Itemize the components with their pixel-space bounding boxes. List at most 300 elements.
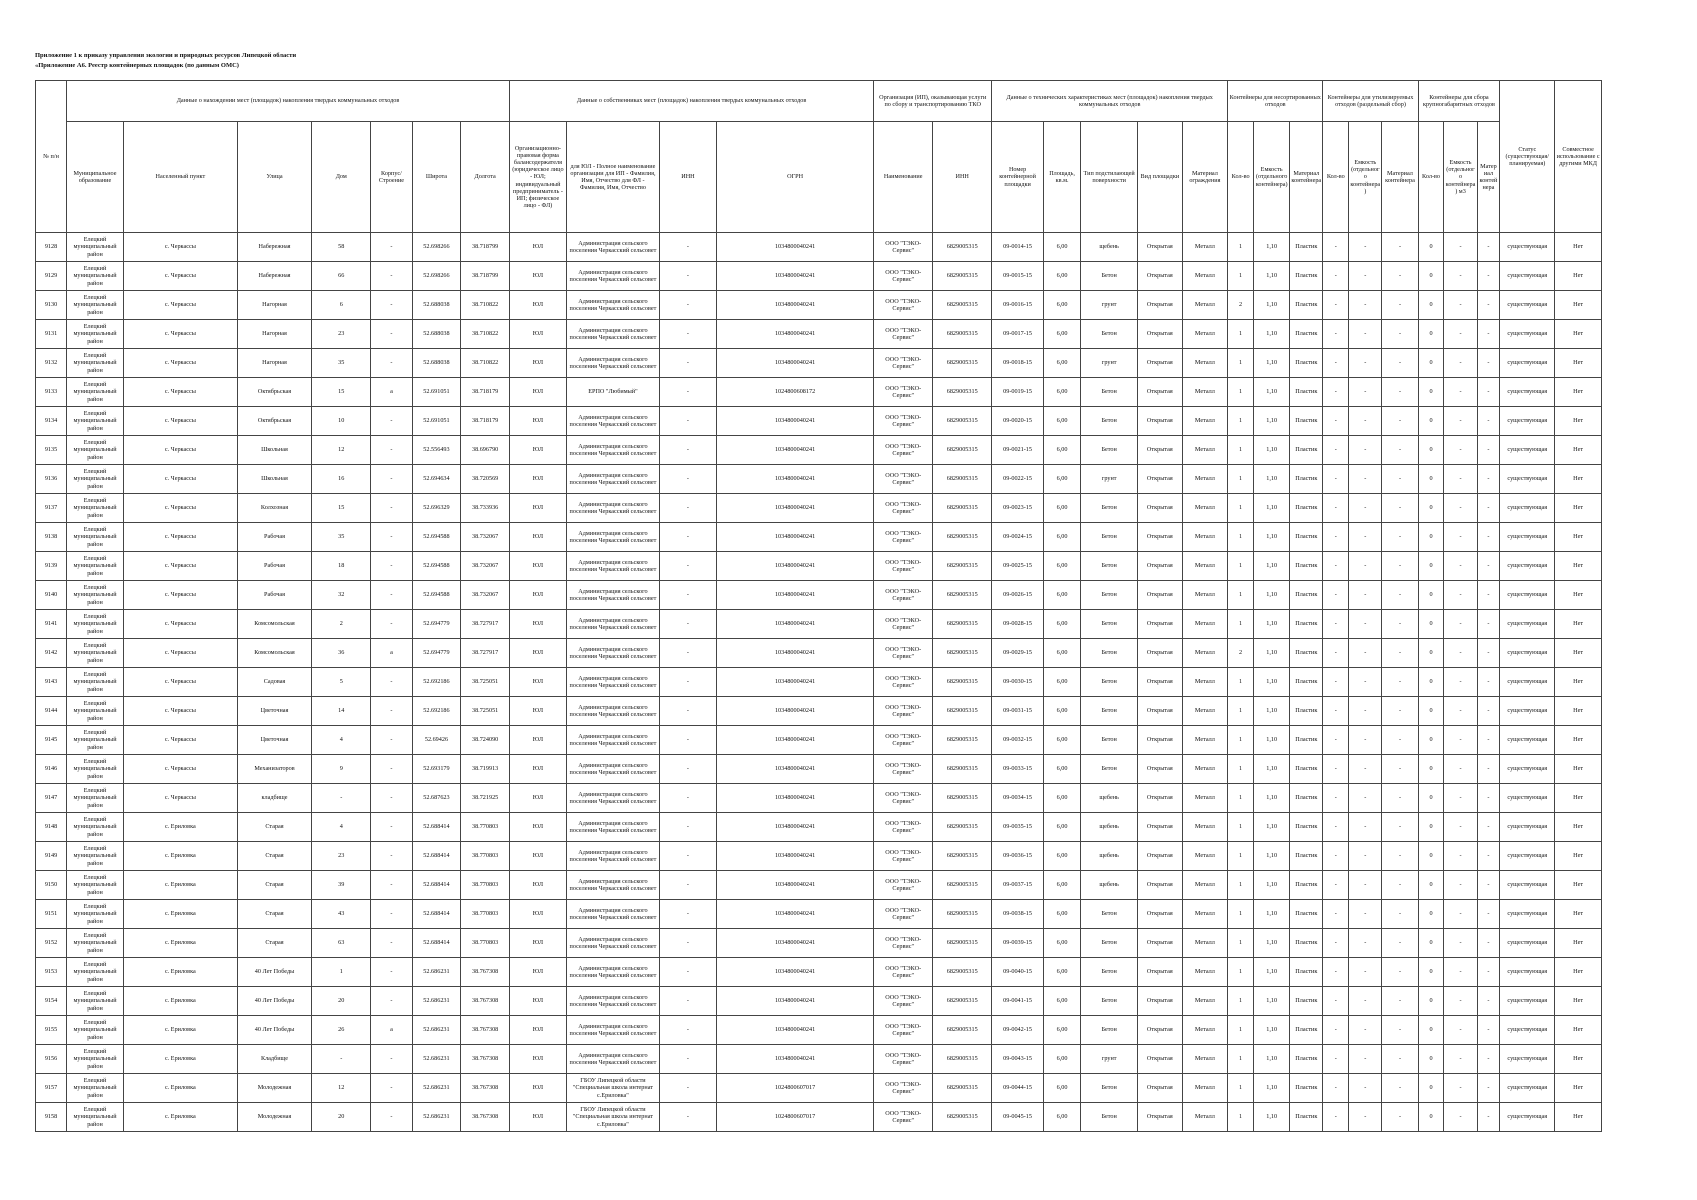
table-cell: Металл (1182, 233, 1228, 262)
table-cell: - (1444, 900, 1477, 929)
table-cell: 1,10 (1254, 378, 1290, 407)
table-cell: - (1444, 610, 1477, 639)
table-cell: 0 (1418, 523, 1444, 552)
table-cell: Администрация сельского поселения Черкасский сельсовет (566, 465, 659, 494)
column-header: Улица (237, 122, 312, 233)
table-cell: Старая (237, 900, 312, 929)
table-cell: - (1349, 349, 1382, 378)
table-cell: Нет (1555, 755, 1602, 784)
table-cell: - (371, 494, 412, 523)
table-cell: ЮЛ (509, 436, 566, 465)
table-cell: существующая (1500, 436, 1555, 465)
column-header: Номер контейнерной площадки (992, 122, 1044, 233)
table-cell: Елецкий муниципальный район (67, 523, 124, 552)
table-cell: - (1349, 1074, 1382, 1103)
table-cell: с. Черкассы (123, 291, 237, 320)
table-cell: Елецкий муниципальный район (67, 465, 124, 494)
table-cell: Открытая (1138, 900, 1182, 929)
table-cell: Металл (1182, 465, 1228, 494)
table-cell: Нет (1555, 871, 1602, 900)
table-cell: - (1444, 1074, 1477, 1103)
table-cell: - (312, 1045, 371, 1074)
table-cell: Бетон (1081, 1074, 1138, 1103)
table-cell: 38.710822 (461, 349, 510, 378)
table-cell: Металл (1182, 842, 1228, 871)
table-cell: Бетон (1081, 958, 1138, 987)
table-cell: Открытая (1138, 697, 1182, 726)
table-cell: Администрация сельского поселения Черкасский сельсовет (566, 349, 659, 378)
table-cell: существующая (1500, 320, 1555, 349)
table-cell: - (1477, 610, 1500, 639)
table-cell: существующая (1500, 291, 1555, 320)
table-cell: - (1444, 523, 1477, 552)
table-cell: 1 (1228, 436, 1254, 465)
table-cell: 32 (312, 581, 371, 610)
table-cell: - (371, 349, 412, 378)
table-cell: существующая (1500, 465, 1555, 494)
table-cell: - (1349, 842, 1382, 871)
table-cell: с. Ериловка (123, 929, 237, 958)
table-cell: - (1323, 1103, 1349, 1132)
table-cell: 1,10 (1254, 262, 1290, 291)
table-cell: 6,00 (1043, 639, 1080, 668)
table-cell: - (371, 233, 412, 262)
table-cell: Пластик (1290, 552, 1323, 581)
table-cell: Нет (1555, 1016, 1602, 1045)
table-cell: Нагорная (237, 349, 312, 378)
table-cell: - (1444, 1103, 1477, 1132)
table-cell: Металл (1182, 784, 1228, 813)
table-cell: 6,00 (1043, 465, 1080, 494)
table-cell: 1 (1228, 958, 1254, 987)
table-cell: 14 (312, 697, 371, 726)
table-cell: 1034800040241 (716, 320, 873, 349)
column-header: Дом (312, 122, 371, 233)
table-cell: Нет (1555, 842, 1602, 871)
table-cell: Открытая (1138, 958, 1182, 987)
table-cell: 6829005315 (933, 349, 992, 378)
table-cell: с. Ериловка (123, 1045, 237, 1074)
table-cell: ООО "ТЭКО-Сервис" (874, 291, 933, 320)
table-cell: Нет (1555, 639, 1602, 668)
table-body (36, 233, 1602, 1132)
table-cell: 9128 (36, 233, 67, 262)
table-cell: 1 (1228, 842, 1254, 871)
table-cell: 6829005315 (933, 378, 992, 407)
table-cell: 6,00 (1043, 552, 1080, 581)
table-cell: - (1477, 320, 1500, 349)
table-cell: Металл (1182, 987, 1228, 1016)
table-cell: 1034800040241 (716, 813, 873, 842)
table-cell: Пластик (1290, 813, 1323, 842)
table-cell: 2 (1228, 291, 1254, 320)
table-cell: 6,00 (1043, 1045, 1080, 1074)
table-cell: 1,10 (1254, 784, 1290, 813)
table-cell: Бетон (1081, 929, 1138, 958)
table-cell: ЮЛ (509, 755, 566, 784)
table-cell: 9143 (36, 668, 67, 697)
table-cell: 1,10 (1254, 610, 1290, 639)
table-cell: ЮЛ (509, 1103, 566, 1132)
column-header: Организационно-правовая форма балансодержателя (юридическое лицо - ЮЛ; индивидуальный предприниматель - ИП; физическое лицо - ФЛ) (509, 122, 566, 233)
table-cell: 1034800040241 (716, 262, 873, 291)
table-cell: - (1477, 813, 1500, 842)
table-cell: - (1382, 871, 1418, 900)
table-cell: 52.688414 (412, 842, 461, 871)
table-cell: - (660, 262, 717, 291)
table-cell: - (1477, 784, 1500, 813)
table-cell: - (1477, 378, 1500, 407)
table-cell: 52.686231 (412, 1016, 461, 1045)
table-cell: Нет (1555, 320, 1602, 349)
table-cell: 0 (1418, 697, 1444, 726)
table-cell: 1,10 (1254, 1103, 1290, 1132)
table-cell: 52.688038 (412, 349, 461, 378)
table-cell: - (1382, 1074, 1418, 1103)
table-cell: Цветочная (237, 726, 312, 755)
table-cell: - (371, 958, 412, 987)
table-cell: 1 (1228, 987, 1254, 1016)
table-cell: Бетон (1081, 1016, 1138, 1045)
table-cell: Елецкий муниципальный район (67, 929, 124, 958)
table-cell: - (1349, 581, 1382, 610)
table-cell: - (371, 407, 412, 436)
table-cell: Открытая (1138, 726, 1182, 755)
table-cell: 6829005315 (933, 697, 992, 726)
table-cell: Пластик (1290, 1103, 1323, 1132)
table-cell: 52.686231 (412, 1103, 461, 1132)
table-cell: Елецкий муниципальный район (67, 407, 124, 436)
table-cell: 1,10 (1254, 697, 1290, 726)
table-cell: 09-0030-15 (992, 668, 1044, 697)
table-cell: 1024800608172 (716, 378, 873, 407)
table-cell: 6,00 (1043, 784, 1080, 813)
table-cell: Елецкий муниципальный район (67, 958, 124, 987)
table-cell: Елецкий муниципальный район (67, 697, 124, 726)
table-cell: Нет (1555, 813, 1602, 842)
table-cell: Бетон (1081, 726, 1138, 755)
table-cell: 1034800040241 (716, 349, 873, 378)
table-cell: 9134 (36, 407, 67, 436)
table-cell: 1034800040241 (716, 900, 873, 929)
table-cell: 52.691051 (412, 378, 461, 407)
table-cell: 52.694634 (412, 465, 461, 494)
table-cell: 09-0034-15 (992, 784, 1044, 813)
table-cell: Администрация сельского поселения Черкасский сельсовет (566, 1016, 659, 1045)
table-cell: Администрация сельского поселения Черкасский сельсовет (566, 668, 659, 697)
table-cell: щебень (1081, 813, 1138, 842)
table-cell: 09-0016-15 (992, 291, 1044, 320)
table-cell: 6,00 (1043, 378, 1080, 407)
table-cell: Нет (1555, 668, 1602, 697)
table-cell: - (1349, 697, 1382, 726)
table-cell: Елецкий муниципальный район (67, 987, 124, 1016)
table-cell: - (371, 610, 412, 639)
table-cell: - (371, 784, 412, 813)
table-cell: ЮЛ (509, 900, 566, 929)
table-cell: Пластик (1290, 1045, 1323, 1074)
table-cell: 1034800040241 (716, 291, 873, 320)
table-cell: - (660, 1016, 717, 1045)
table-row (36, 958, 1602, 987)
table-cell: Молодежная (237, 1074, 312, 1103)
table-cell: 52.688414 (412, 813, 461, 842)
table-cell: Елецкий муниципальный район (67, 610, 124, 639)
table-row (36, 639, 1602, 668)
table-cell: 1,10 (1254, 233, 1290, 262)
table-cell: 1,10 (1254, 407, 1290, 436)
table-cell: - (1382, 262, 1418, 291)
table-row (36, 1045, 1602, 1074)
table-cell: 1 (1228, 465, 1254, 494)
table-cell: 6829005315 (933, 320, 992, 349)
header-group-recyclable: Контейнеры для утилизируемых отходов (раздельный сбор) (1323, 81, 1418, 122)
table-cell: Открытая (1138, 581, 1182, 610)
table-cell: - (660, 639, 717, 668)
table-cell: Колхозная (237, 494, 312, 523)
table-cell: с. Ериловка (123, 987, 237, 1016)
table-cell: - (1444, 784, 1477, 813)
table-cell: 1 (1228, 668, 1254, 697)
table-cell: Бетон (1081, 900, 1138, 929)
table-row (36, 349, 1602, 378)
table-cell: Набережная (237, 233, 312, 262)
table-cell: 1 (1228, 784, 1254, 813)
table-cell: Администрация сельского поселения Черкасский сельсовет (566, 958, 659, 987)
table-cell: - (371, 436, 412, 465)
table-cell: 1034800040241 (716, 581, 873, 610)
table-cell: - (1444, 436, 1477, 465)
table-cell: 38.696790 (461, 436, 510, 465)
table-cell: 6829005315 (933, 1016, 992, 1045)
table-cell: 38.767308 (461, 958, 510, 987)
table-cell: 09-0043-15 (992, 1045, 1044, 1074)
table-cell: - (1323, 755, 1349, 784)
table-cell: ЮЛ (509, 871, 566, 900)
table-cell: - (1382, 523, 1418, 552)
table-cell: 09-0036-15 (992, 842, 1044, 871)
table-cell: - (371, 697, 412, 726)
table-cell: 1,10 (1254, 929, 1290, 958)
table-cell: Администрация сельского поселения Черкасский сельсовет (566, 697, 659, 726)
table-cell: 1034800040241 (716, 1016, 873, 1045)
table-cell: ЮЛ (509, 262, 566, 291)
table-cell: с. Черкассы (123, 784, 237, 813)
table-cell: щебень (1081, 784, 1138, 813)
table-cell: ЮЛ (509, 1016, 566, 1045)
table-cell: 1 (1228, 349, 1254, 378)
table-cell: Открытая (1138, 1016, 1182, 1045)
table-cell: 1034800040241 (716, 639, 873, 668)
table-cell: 38.767308 (461, 1103, 510, 1132)
table-cell: 09-0029-15 (992, 639, 1044, 668)
table-cell: Пластик (1290, 668, 1323, 697)
table-cell: существующая (1500, 610, 1555, 639)
table-cell: 20 (312, 987, 371, 1016)
table-cell: 1 (312, 958, 371, 987)
table-cell: 63 (312, 929, 371, 958)
table-cell: с. Черкассы (123, 378, 237, 407)
table-cell: с. Черкассы (123, 755, 237, 784)
table-cell: 6829005315 (933, 552, 992, 581)
table-cell: - (371, 726, 412, 755)
table-cell: Октябрьская (237, 407, 312, 436)
column-header: ОГРН (716, 122, 873, 233)
table-cell: Нет (1555, 1074, 1602, 1103)
table-cell: Елецкий муниципальный район (67, 813, 124, 842)
table-cell: 0 (1418, 784, 1444, 813)
table-cell: 38.724090 (461, 726, 510, 755)
table-cell: 6,00 (1043, 1016, 1080, 1045)
table-cell: - (1477, 291, 1500, 320)
table-cell: - (1382, 958, 1418, 987)
table-cell: - (1477, 436, 1500, 465)
table-cell: - (660, 929, 717, 958)
table-cell: Елецкий муниципальный район (67, 349, 124, 378)
table-cell: с. Черкассы (123, 233, 237, 262)
table-cell: Старая (237, 813, 312, 842)
table-cell: 1 (1228, 900, 1254, 929)
column-header: ИНН (933, 122, 992, 233)
table-cell: существующая (1500, 494, 1555, 523)
table-cell: Елецкий муниципальный район (67, 639, 124, 668)
table-cell: Металл (1182, 900, 1228, 929)
table-cell: Нагорная (237, 291, 312, 320)
table-cell: 1,10 (1254, 320, 1290, 349)
table-cell: - (371, 900, 412, 929)
table-row (36, 436, 1602, 465)
table-cell: 1 (1228, 320, 1254, 349)
table-cell: - (1444, 813, 1477, 842)
table-cell: - (1444, 552, 1477, 581)
table-cell: Металл (1182, 929, 1228, 958)
table-cell: 9137 (36, 494, 67, 523)
table-cell: 6,00 (1043, 842, 1080, 871)
table-cell: Открытая (1138, 813, 1182, 842)
table-cell: 1,10 (1254, 465, 1290, 494)
table-cell: 38.770803 (461, 871, 510, 900)
table-cell: Бетон (1081, 552, 1138, 581)
table-cell: Нет (1555, 581, 1602, 610)
table-cell: 6829005315 (933, 726, 992, 755)
table-cell: - (1477, 1074, 1500, 1103)
table-cell: 09-0039-15 (992, 929, 1044, 958)
table-cell: - (660, 378, 717, 407)
table-cell: 38.770803 (461, 929, 510, 958)
table-cell: 38.770803 (461, 900, 510, 929)
table-cell: Елецкий муниципальный район (67, 436, 124, 465)
table-cell: - (1323, 552, 1349, 581)
table-cell: 5 (312, 668, 371, 697)
table-cell: Нет (1555, 1045, 1602, 1074)
table-cell: - (1444, 987, 1477, 1016)
column-header: Материал контейнера (1382, 122, 1418, 233)
table-cell: 9129 (36, 262, 67, 291)
table-cell: - (1349, 552, 1382, 581)
table-cell: Металл (1182, 523, 1228, 552)
table-cell: 38.719913 (461, 755, 510, 784)
table-cell: Пластик (1290, 465, 1323, 494)
table-cell: - (1349, 958, 1382, 987)
table-cell: 9151 (36, 900, 67, 929)
table-cell: 6,00 (1043, 697, 1080, 726)
table-cell: - (1349, 668, 1382, 697)
table-cell: 38.725051 (461, 668, 510, 697)
table-cell: - (1349, 987, 1382, 1016)
table-cell: - (1382, 1016, 1418, 1045)
table-cell: Старая (237, 871, 312, 900)
table-cell: - (660, 668, 717, 697)
table-cell: 1 (1228, 1074, 1254, 1103)
table-cell: 1,10 (1254, 958, 1290, 987)
table-cell: - (1323, 842, 1349, 871)
table-cell: - (1349, 755, 1382, 784)
table-cell: Елецкий муниципальный район (67, 726, 124, 755)
table-cell: - (1349, 523, 1382, 552)
table-cell: Нет (1555, 929, 1602, 958)
table-cell: - (1477, 668, 1500, 697)
table-row (36, 784, 1602, 813)
table-cell: - (1444, 262, 1477, 291)
table-cell: Администрация сельского поселения Черкасский сельсовет (566, 929, 659, 958)
table-cell: 52.687623 (412, 784, 461, 813)
table-cell: 1034800040241 (716, 465, 873, 494)
table-cell: Пластик (1290, 523, 1323, 552)
table-cell: - (371, 1103, 412, 1132)
table-row (36, 668, 1602, 697)
table-cell: ООО "ТЭКО-Сервис" (874, 378, 933, 407)
table-cell: Кладбище (237, 1045, 312, 1074)
table-cell: 1,10 (1254, 987, 1290, 1016)
table-cell: 52.686231 (412, 987, 461, 1016)
table-cell: Открытая (1138, 523, 1182, 552)
table-cell: 43 (312, 900, 371, 929)
table-cell: 1 (1228, 1045, 1254, 1074)
table-cell: Открытая (1138, 755, 1182, 784)
table-cell: - (1349, 871, 1382, 900)
table-cell: - (1444, 1045, 1477, 1074)
table-cell: Рабочая (237, 552, 312, 581)
table-cell: Елецкий муниципальный район (67, 320, 124, 349)
table-cell: 52.686231 (412, 958, 461, 987)
table-row (36, 378, 1602, 407)
table-cell: Нет (1555, 407, 1602, 436)
table-cell: 6829005315 (933, 987, 992, 1016)
table-cell: Открытая (1138, 784, 1182, 813)
table-cell: - (1382, 668, 1418, 697)
table-cell: - (1323, 494, 1349, 523)
table-row (36, 929, 1602, 958)
table-cell: 38.721925 (461, 784, 510, 813)
table-cell: - (1349, 494, 1382, 523)
table-cell: - (660, 726, 717, 755)
document-title (35, 51, 296, 71)
table-cell: Металл (1182, 407, 1228, 436)
table-cell: - (1477, 465, 1500, 494)
table-cell: 6829005315 (933, 842, 992, 871)
table-cell: - (660, 407, 717, 436)
table-cell: Елецкий муниципальный район (67, 871, 124, 900)
table-cell: 38.727917 (461, 610, 510, 639)
table-cell: 6,00 (1043, 813, 1080, 842)
table-cell: Открытая (1138, 1103, 1182, 1132)
table-cell: существующая (1500, 697, 1555, 726)
table-cell: Елецкий муниципальный район (67, 291, 124, 320)
table-cell: 0 (1418, 436, 1444, 465)
table-cell: 36 (312, 639, 371, 668)
table-cell: 6,00 (1043, 233, 1080, 262)
table-cell: а (371, 1016, 412, 1045)
